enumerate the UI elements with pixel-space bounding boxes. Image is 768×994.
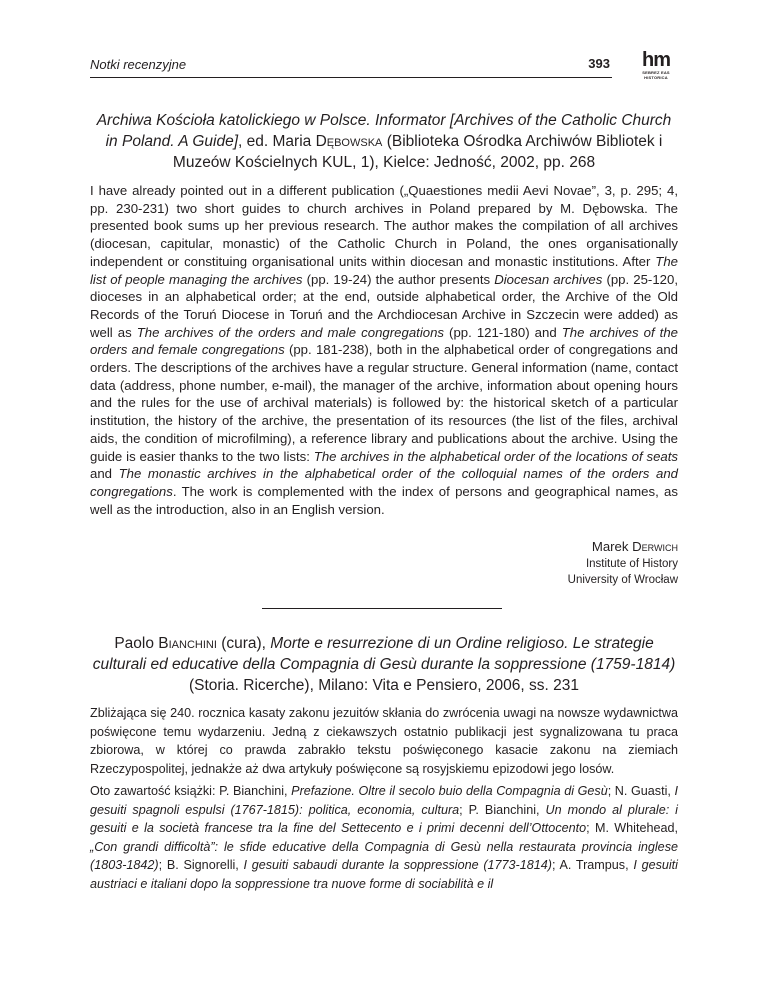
running-title: Notki recenzyjne xyxy=(90,57,187,72)
page-header xyxy=(90,54,610,78)
review1-title: Archiwa Kościoła katolickiego w Polsce. Informator [Archives of the Catholic Church in Poland. A Guide], ed. Maria Dębowska (Biblioteka Ośrodka Archiwów Bibliotek i Muzeów Kościelnych KUL, 1), Kielce: Jedność, 2002, pp. 268 xyxy=(96,112,672,171)
logo-mark: hm xyxy=(642,49,670,71)
header-rule xyxy=(90,77,612,78)
review2-paragraph-1: Zbliżająca się 240. rocznica kasaty zakonu jezuitów skłania do zwrócenia uwagi na nowsze wydawnictwa poświęcone temu wydarzeniu. Jedną z ciekawszych ostatnio publikacji jest sygnalizowana tu praca zbiorowa, w której co prawda zabrakło tekstu poświęconego kasacie zakonu na ziemiach Rzeczypospolitej, jednakże aż dwa artykuły poświęcone są rosyjskiemu epizodowi jego losów. xyxy=(90,706,678,776)
review2-title: Paolo Bianchini (cura), Morte e resurrezione di un Ordine religioso. Le strategie culturali ed educative della Compagnia di Gesù durante la soppressione (1759-1814) (Storia. Ricerche), Milano: Vita e Pensiero, 2006, ss. 231 xyxy=(92,635,676,694)
review2-paragraph-2: Oto zawartość książki: P. Bianchini, Prefazione. Oltre il secolo buio della Compagnia di Gesù; N. Guasti, I gesuiti spagnoli espulsi (1767-1815): politica, economia, cultura; P. Bianchini, Un mondo al plurale: i gesuiti e la società francese tra la fine del Settecento e i primi decenni dell’Ottocento; M. Whitehead, „Con grandi difficoltà”: le sfide educative della Compagnia di Gesù nella restaurata provincia inglese (1803-1842); B. Signorelli, I gesuiti sabaudi durante la soppressione (1773-1814); A. Trampus, I gesuiti austriaci e italiani dopo la soppressione tra nuove forme di sociabilità e il xyxy=(90,784,678,891)
review2-title-italic: Morte e resurrezione di un Ordine religioso. Le strategie culturali ed educative della Compagnia di Gesù durante la soppressione (1759-1814) xyxy=(92,635,676,673)
review1-body xyxy=(90,182,678,518)
logo-subtitle-1: SEBREZ EAS xyxy=(642,70,670,75)
section-divider xyxy=(262,608,502,609)
reviewer-affiliation-2: University of Wrocław xyxy=(567,574,678,586)
journal-logo xyxy=(634,50,678,90)
review1-signature xyxy=(568,538,678,588)
editor-surname: Dębowska xyxy=(315,133,383,150)
review1-title-italic: Archiwa Kościoła katolickiego w Polsce. Informator [Archives of the Catholic Church in Poland. A Guide] xyxy=(96,112,672,150)
reviewer-affiliation-1: Institute of History xyxy=(585,558,678,570)
page-number: 393 xyxy=(588,56,610,71)
author-surname: Bianchini xyxy=(158,635,217,652)
review1-paragraph: I have already pointed out in a different publication („Quaestiones medii Aevi Novae”, 3, p. 295; 4, pp. 230-231) two short guides to church archives in Poland prepared by M. Dębowska. The presented book sums up her previous research. The author makes the compilation of all archives (diocesan, capitular, monastic) of the Catholic Church in Poland, the ones organisationally independent or constituing organisational units within diocesan and monastic institutions. After The list of people managing the archives (pp. 19-24) the author presents Diocesan archives (pp. 25-120, dioceses in an alphabetical order; at the end, outside alphabetical order, the Archive of the Old Records of the Toruń Diocese in Toruń and the Archdiocesan Archive in Szczecin were added) as well as The archives of the orders and male congregations (pp. 121-180) and The archives of the orders and female congregations (pp. 181-238), both in the alphabetical order of congregations and orders. The descriptions of the archives have a regular structure. General information (name, contact data (address, phone number, e-mail), the manager of the archive, information about opening hours and the rules for the use of archival materials) is followed by: the historical sketch of a particular institution, the history of the archive, the presentation of its resources (the list of the files, archival aids, the condition of microfilming), a reference library and publications about the archive. Using the guide is easier thanks to the two lists: The archives in the alphabetical order of the locations of seats and The monastic archives in the alphabetical order of the colloquial names of the orders and congregations. The work is complemented with the index of persons and geographical names, as well as the introduction, also in an English version. xyxy=(90,183,678,517)
logo-subtitle-2: HISTORICA xyxy=(644,75,668,80)
reviewer-name: Marek Derwich xyxy=(591,539,678,554)
review2-body xyxy=(90,704,678,893)
